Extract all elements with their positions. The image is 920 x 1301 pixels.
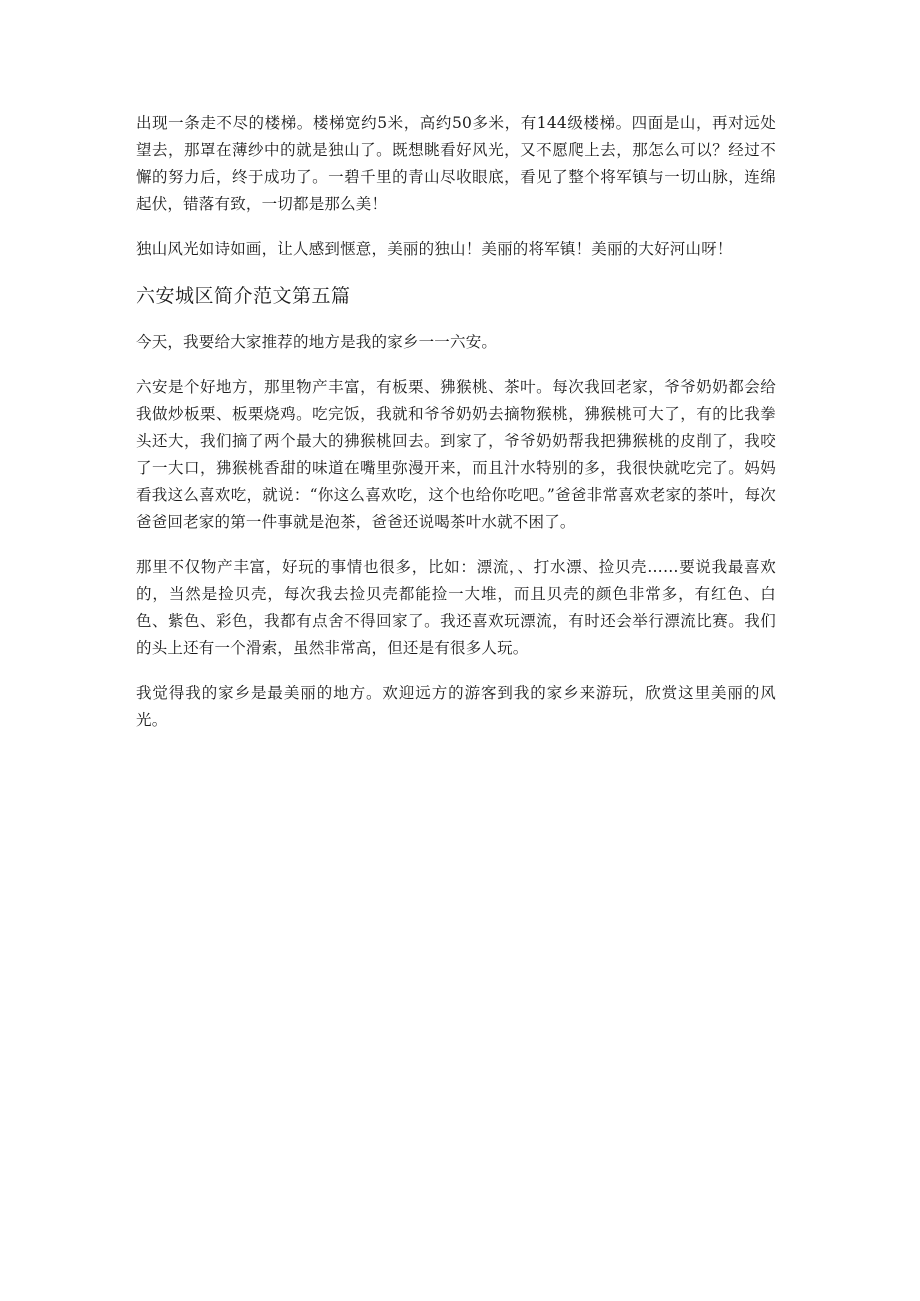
paragraph-dushan-scenery: 独山风光如诗如画，让人感到惬意，美丽的独山！美丽的将军镇！美丽的大好河山呀！ [136,240,733,258]
paragraph-conclusion: 我觉得我的家乡是最美丽的地方。欢迎远方的游客到我的家乡来游玩，欣赏这里美丽的风光。 [136,684,776,729]
document-body [136,110,776,752]
paragraph-stairs: 出现一条走不尽的楼梯。楼梯宽约5米，高约50多米，有144级楼梯。四面是山，再对远处望去，那罩在薄纱中的就是独山了。既想眺看好风光，又不愿爬上去，那怎么可以？经过不懈的努力后，终于成功了。一碧千里的青山尽收眼底，看见了整个将军镇与一切山脉，连绵起伏，错落有致，一切都是那么美！ [136,114,776,213]
paragraph-products: 六安是个好地方，那里物产丰富，有板栗、狒猴桃、茶叶。每次我回老家，爷爷奶奶都会给我做炒板栗、板栗烧鸡。吃完饭，我就和爷爷奶奶去摘物猴桃，狒猴桃可大了，有的比我拳头还大，我们摘了两个最大的狒猴桃回去。到家了，爷爷奶奶帮我把狒猴桃的皮削了，我咬了一大口，狒猴桃香甜的味道在嘴里弥漫开来，而且汁水特别的多，我很快就吃完了。妈妈看我这么喜欢吃，就说：“你这么喜欢吃，这个也给你吃吧。”爸爸非常喜欢老家的茶叶，每次爸爸回老家的第一件事就是泡茶，爸爸还说喝茶叶水就不困了。 [136,378,776,531]
paragraph-activities: 那里不仅物产丰富，好玩的事情也很多，比如：漂流，、打水漂、捡贝壳……要说我最喜欢的，当然是捡贝壳，每次我去捡贝壳都能捡一大堆，而且贝壳的颜色非常多，有红色、白色、紫色、彩色，我都有点舍不得回家了。我还喜欢玩漂流，有时还会举行漂流比赛。我们的头上还有一个滑索，虽然非常高，但还是有很多人玩。 [136,558,776,657]
section-heading: 六安城区简介范文第五篇 [136,285,351,307]
paragraph-intro: 今天，我要给大家推荐的地方是我的家乡一一六安。 [136,333,498,351]
